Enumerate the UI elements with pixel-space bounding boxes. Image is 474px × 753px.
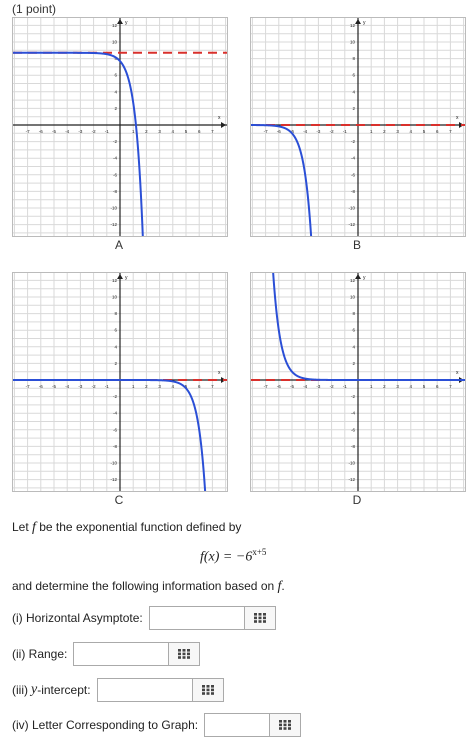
graph-b-y-tick-label: -6 [350,172,355,178]
graph-d [250,272,466,492]
graph-a-x-label: x [218,115,221,121]
graph-a [12,17,228,237]
y-intercept-field [97,678,224,702]
graph-a-y-label: y [125,20,128,26]
graph-d-x-tick-label: 7 [449,384,452,389]
graph-a-y-tick-label: -6 [112,172,117,178]
graph-c-y-tick-label: -12 [110,477,117,483]
graph-b-x-tick-label: -6 [276,129,281,134]
graph-d-x-tick-label: -5 [289,384,295,389]
graph-b-x-tick-label: 4 [409,129,413,134]
graph-b-x-tick-label: 2 [383,129,386,134]
graph-b-caption: B [352,238,361,252]
graph-a-y-tick-label: 4 [114,89,117,95]
graph-b-y-tick-label: 12 [349,22,355,28]
graph-d-x-tick-label: 3 [396,384,399,389]
graph-a-x-tick-label: 6 [197,129,201,134]
math-keypad-button[interactable] [269,714,300,736]
graph-c-x-tick-label: 7 [211,384,214,389]
range-field [73,642,200,666]
keypad-icon [279,720,291,730]
graph-d-x-tick-label: -4 [303,384,308,389]
graph-a-y-tick-label: -10 [110,205,117,211]
graph-d-y-tick-label: 6 [352,327,355,333]
points-label: (1 point) [12,2,57,16]
graph-c-x-tick-label: -6 [38,384,43,389]
graph-d-x-label: x [456,370,459,376]
graph-a-y-tick-label: 10 [111,39,117,45]
graph-a-y-tick-label: -12 [110,222,117,228]
graph-a-y-arrow [117,19,123,24]
graph-b-y-tick-label: -10 [348,205,355,211]
graph-b-y-tick-label: 10 [349,39,355,45]
graph-d-y-tick-label: -8 [350,443,355,449]
question-letter-graph: (iv) Letter Corresponding to Graph: [12,713,301,737]
graph-a-x-tick-label: 7 [211,129,214,134]
graph-d-x-tick-label: -7 [263,384,268,389]
graph-b-x-tick-label: -3 [316,129,321,134]
graph-d-y-tick-label: 4 [352,344,355,350]
graph-a-y-tick-label: -4 [112,155,117,161]
graph-c-caption: C [114,493,124,507]
graph-b-y-arrow [355,19,361,24]
problem-intro: Let f be the exponential function defined by [12,520,242,535]
graph-d-y-tick-label: -12 [348,477,355,483]
graph-b-x-tick-label: 1 [369,129,373,134]
graph-c-x-tick-label: -3 [78,384,83,389]
graph-d-y-label: y [363,275,366,281]
graph-d-y-tick-label: 8 [352,311,355,317]
graph-b-x-tick-label: 5 [422,129,426,134]
graph-c-y-tick-label: 8 [114,311,117,317]
horizontal-asymptote-field [149,606,276,630]
graph-a-x-tick-label: -4 [65,129,70,134]
graph-d-x-tick-label: -2 [329,384,334,389]
graph-c-y-label: y [125,275,128,281]
graph-d-x-tick-label: 2 [383,384,386,389]
graph-b-y-tick-label: 2 [352,105,355,111]
keypad-icon [202,685,214,695]
graph-d-y-tick-label: 12 [349,277,355,283]
graph-b-y-label: y [363,20,366,26]
graph-a-y-tick-label: -8 [112,188,117,194]
graph-d-caption: D [352,493,362,507]
graph-b-x-tick-label: -5 [289,129,295,134]
graph-a-x-tick-label: 2 [145,129,148,134]
range-input[interactable] [74,643,168,665]
graph-c-x-tick-label: 1 [131,384,135,389]
graph-d-y-tick-label: -10 [348,460,355,466]
function-formula: $f(x) = -6^{x+5}$ [200,547,267,565]
graph-a-x-tick-label: 4 [171,129,175,134]
graph-c-y-tick-label: -6 [112,427,117,433]
graph-b-x-tick-label: 7 [449,129,452,134]
graph-c-x-tick-label: 2 [145,384,148,389]
graph-a-y-tick-label: 2 [114,105,117,111]
graph-c-x-tick-label: -1 [104,384,109,389]
graph-b-y-tick-label: 4 [352,89,355,95]
graph-a-x-tick-label: -7 [25,129,30,134]
graph-b [250,17,466,237]
graph-d-x-tick-label: 6 [435,384,439,389]
graph-b-y-tick-label: -8 [350,188,355,194]
graph-b-y-tick-label: 6 [352,72,355,78]
letter-graph-input[interactable] [205,714,269,736]
graph-a-x-tick-label: -3 [78,129,83,134]
graph-c-y-tick-label: -4 [112,410,117,416]
graph-c-x-tick-label: -4 [65,384,70,389]
graph-d-y-tick-label: 10 [349,294,355,300]
graph-c-y-tick-label: 10 [111,294,117,300]
graph-c-x-tick-label: -7 [25,384,30,389]
graph-a-x-tick-label: -2 [91,129,96,134]
graph-c-x-tick-label: 4 [171,384,175,389]
math-keypad-button[interactable] [244,607,275,629]
graph-c [12,272,228,492]
graph-a-x-tick-label: 1 [131,129,135,134]
graph-b-y-tick-label: -2 [350,139,355,145]
graph-c-x-tick-label: 3 [158,384,161,389]
horizontal-asymptote-input[interactable] [150,607,244,629]
graph-b-x-tick-label: 3 [396,129,399,134]
graph-d-x-tick-label: -3 [316,384,321,389]
graph-c-y-arrow [117,274,123,279]
graph-c-y-tick-label: 6 [114,327,117,333]
graph-a-x-tick-label: -6 [38,129,43,134]
graph-a-y-tick-label: 8 [114,56,117,62]
graph-a-caption: A [114,238,123,252]
math-keypad-button[interactable] [192,679,223,701]
graph-b-y-tick-label: -12 [348,222,355,228]
graph-d-y-arrow [355,274,361,279]
graph-d-y-tick-label: -4 [350,410,355,416]
graph-a-x-tick-label: 3 [158,129,161,134]
graph-a-x-tick-label: -5 [51,129,57,134]
keypad-icon [178,649,190,659]
graph-b-x-tick-label: 6 [435,129,439,134]
graph-a-x-tick-label: 5 [184,129,188,134]
graph-b-x-tick-label: -4 [303,129,308,134]
graph-a-curve [13,53,143,236]
graph-b-y-tick-label: 8 [352,56,355,62]
graph-a-x-tick-label: -1 [104,129,109,134]
graph-b-y-tick-label: -4 [350,155,355,161]
question-range: (ii) Range: [12,642,200,666]
keypad-icon [254,613,266,623]
graph-d-x-tick-label: -1 [342,384,347,389]
graph-c-x-tick-label: 6 [197,384,201,389]
graph-b-x-tick-label: -1 [342,129,347,134]
graph-d-y-tick-label: 2 [352,360,355,366]
graph-d-x-tick-label: 5 [422,384,426,389]
graph-d-x-tick-label: -6 [276,384,281,389]
graph-c-x-tick-label: -5 [51,384,57,389]
graph-d-x-tick-label: 1 [369,384,373,389]
graph-c-x-label: x [218,370,221,376]
math-keypad-button[interactable] [168,643,199,665]
graph-b-x-tick-label: -7 [263,129,268,134]
question-y-intercept: (iii) y -intercept: [12,678,224,702]
graph-a-y-tick-label: 12 [111,22,117,28]
y-intercept-input[interactable] [98,679,192,701]
graph-b-x-label: x [456,115,459,121]
graph-a-y-tick-label: 6 [114,72,117,78]
problem-determine: and determine the following information based on f. [12,579,285,594]
graph-c-y-tick-label: -10 [110,460,117,466]
graph-d-y-tick-label: -6 [350,427,355,433]
graph-c-x-tick-label: -2 [91,384,96,389]
graph-a-y-tick-label: -2 [112,139,117,145]
letter-graph-field [204,713,301,737]
graph-c-x-tick-label: 5 [184,384,188,389]
graph-d-y-tick-label: -2 [350,394,355,400]
graph-b-x-tick-label: -2 [329,129,334,134]
graph-c-y-tick-label: 2 [114,360,117,366]
question-horizontal-asymptote: (i) Horizontal Asymptote: [12,606,276,630]
graph-c-y-tick-label: -2 [112,394,117,400]
graph-c-y-tick-label: 12 [111,277,117,283]
graph-c-y-tick-label: -8 [112,443,117,449]
graph-d-x-tick-label: 4 [409,384,413,389]
graph-c-y-tick-label: 4 [114,344,117,350]
